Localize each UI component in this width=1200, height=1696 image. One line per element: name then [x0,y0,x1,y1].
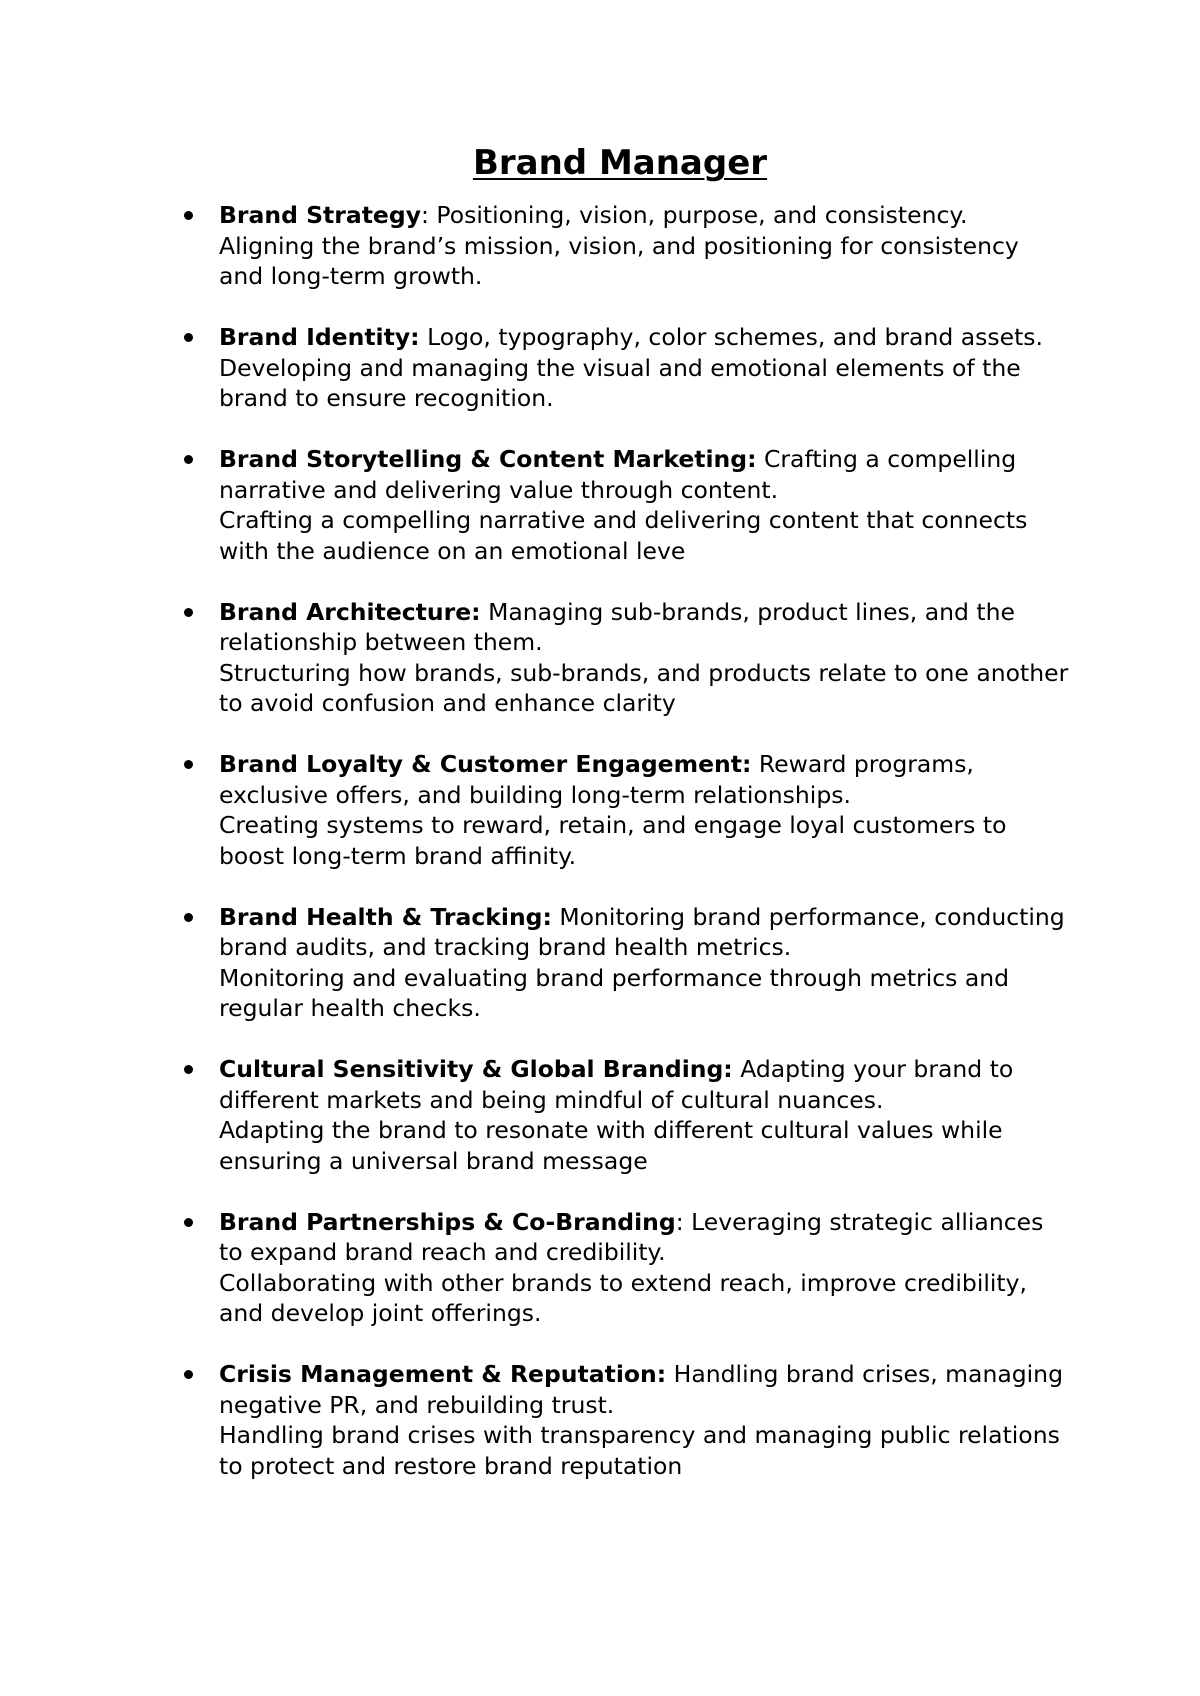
item-separator [420,323,427,351]
item-detail: Collaborating with other brands to extend reach, improve credibility, and develop joint offerings. [219,1268,1028,1327]
item-separator [757,445,764,473]
item-summary: Monitoring brand performance, conducting brand audits, and tracking brand health metrics. [219,902,1065,961]
item-heading: Brand Architecture: [219,597,481,626]
bullet-icon [184,1370,193,1379]
list-item [0,1207,1069,1329]
item-summary: Adapting your brand to different markets and being mindful of cultural nuances. [219,1055,1014,1114]
bullet-icon [184,1065,193,1074]
item-summary: Managing sub-brands, product lines, and the relationship between them. [219,597,1015,656]
list-item [0,1359,1069,1481]
item-detail: Creating systems to reward, retain, and engage loyal customers to boost long-term brand affinity. [219,811,1007,870]
item-summary: Reward programs, exclusive offers, and building long-term relationships. [219,750,974,809]
item-heading: Brand Loyalty & Customer Engagement: [219,750,752,778]
item-summary-line [219,444,1069,505]
item-summary: Handling brand crises, managing negative PR, and rebuilding trust. [219,1360,1063,1419]
item-separator [666,1360,673,1388]
item-separator: : [421,201,437,229]
item-separator [481,598,488,626]
item-summary-line [219,200,1069,231]
item-summary: Positioning, vision, purpose, and consistency. [436,201,968,229]
item-separator: : [675,1207,692,1236]
item-detail: Crafting a compelling narrative and delivering content that connects with the audience on an emotional leve [219,506,1028,565]
item-separator [751,750,758,778]
item-heading: Brand Strategy [219,201,422,229]
list-item [0,1054,1069,1176]
item-summary-line [219,1359,1069,1420]
item-heading: Crisis Management & Reputation: [219,1360,667,1388]
list-item [0,902,1069,1024]
item-summary-line [219,322,1069,353]
item-summary-line [219,902,1069,963]
item-detail: Developing and managing the visual and emotional elements of the brand to ensure recognition. [219,353,1021,412]
bullet-icon [184,608,193,617]
item-summary: Crafting a compelling narrative and delivering value through content. [219,445,1017,504]
list-item [0,749,1069,871]
bullet-icon [184,455,193,464]
item-summary: Leveraging strategic alliances to expand brand reach and credibility. [219,1207,1044,1266]
item-heading: Brand Partnerships & Co-Branding [219,1207,676,1236]
item-detail: Adapting the brand to resonate with different cultural values while ensuring a universal brand message [219,1116,1003,1175]
bullet-icon [184,333,193,342]
item-summary-line [219,597,1069,658]
item-summary-line [219,749,1069,810]
bullet-icon [184,760,193,769]
item-summary-line [219,1054,1069,1115]
list-item [0,200,1069,292]
item-heading: Brand Storytelling & Content Marketing: [219,445,757,473]
item-heading: Brand Health & Tracking: [219,902,552,931]
item-heading: Brand Identity: [219,323,420,351]
bullet-list [0,200,1200,1512]
item-summary-line [219,1207,1069,1268]
bullet-icon [184,913,193,922]
item-detail: Handling brand crises with transparency and managing public relations to protect and restore brand reputation [219,1421,1060,1480]
item-summary: Logo, typography, color schemes, and brand assets. [427,323,1044,351]
item-detail: Monitoring and evaluating brand performance through metrics and regular health checks. [219,963,1010,1022]
item-detail: Aligning the brand’s mission, vision, and positioning for consistency and long-term growth. [219,231,1019,290]
item-heading: Cultural Sensitivity & Global Branding: [219,1055,733,1083]
item-detail: Structuring how brands, sub-brands, and products relate to one another to avoid confusion and enhance clarity [219,658,1069,717]
bullet-icon [184,1218,193,1227]
list-item [0,597,1069,719]
list-item [0,444,1069,566]
bullet-icon [184,211,193,220]
list-item [0,322,1069,414]
page-title: Brand Manager [472,143,768,183]
